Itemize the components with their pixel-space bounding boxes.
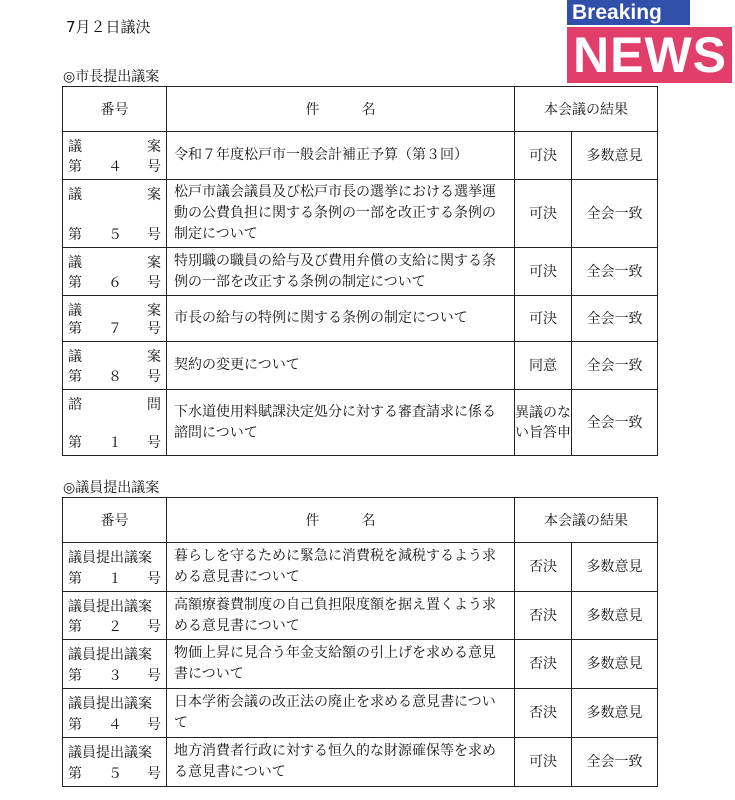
bill-vote: 全会一致 bbox=[572, 248, 658, 296]
bill-result: 可決 bbox=[515, 248, 572, 296]
bill-number bbox=[63, 248, 167, 296]
bill-suffix: 号 bbox=[147, 159, 161, 175]
bill-kind: 議員提出議案 bbox=[68, 745, 152, 761]
table-row bbox=[63, 689, 658, 738]
bill-vote: 多数意見 bbox=[572, 543, 658, 592]
bill-kind-b: 案 bbox=[147, 139, 161, 155]
bill-subject: 物価上昇に見合う年金支給額の引上げを求める意見書について bbox=[167, 640, 515, 689]
bill-number bbox=[63, 180, 167, 248]
bill-kind-a: 議 bbox=[68, 303, 82, 319]
bill-vote: 多数意見 bbox=[572, 592, 658, 640]
bill-result: 同意 bbox=[515, 342, 572, 390]
bill-kind-b: 案 bbox=[147, 303, 161, 319]
bill-prefix: 第 bbox=[68, 321, 82, 337]
bill-prefix: 第 bbox=[68, 619, 82, 635]
bill-suffix: 号 bbox=[147, 321, 161, 337]
bill-kind: 議員提出議案 bbox=[68, 647, 152, 663]
bill-prefix: 第 bbox=[68, 766, 82, 782]
bill-subject: 日本学術会議の改正法の廃止を求める意見書について bbox=[167, 689, 515, 738]
bill-number bbox=[63, 132, 167, 180]
bill-no: １ bbox=[108, 435, 122, 451]
news-label: NEWS bbox=[573, 27, 727, 83]
bill-suffix: 号 bbox=[147, 275, 161, 291]
bill-vote: 多数意見 bbox=[572, 640, 658, 689]
bill-number bbox=[63, 738, 167, 787]
bill-number bbox=[63, 342, 167, 390]
bill-result: 可決 bbox=[515, 738, 572, 787]
table-header-row bbox=[63, 498, 658, 543]
bill-no: ５ bbox=[108, 766, 122, 782]
bill-kind: 議員提出議案 bbox=[68, 599, 152, 615]
bill-suffix: 号 bbox=[147, 619, 161, 635]
bill-subject: 高額療養費制度の自己負担限度額を据え置くよう求める意見書について bbox=[167, 592, 515, 640]
bill-kind: 議員提出議案 bbox=[68, 696, 152, 712]
table-row bbox=[63, 640, 658, 689]
table-row bbox=[63, 180, 658, 248]
bill-prefix: 第 bbox=[68, 159, 82, 175]
bill-number bbox=[63, 592, 167, 640]
header-number: 番号 bbox=[63, 87, 167, 132]
bill-no: ４ bbox=[108, 159, 122, 175]
bill-suffix: 号 bbox=[147, 227, 161, 243]
bill-no: ６ bbox=[108, 275, 122, 291]
bill-kind-a: 議 bbox=[68, 187, 82, 203]
bill-prefix: 第 bbox=[68, 717, 82, 733]
table-header-row bbox=[63, 87, 658, 132]
bill-subject: 暮らしを守るために緊急に消費税を減税するよう求める意見書について bbox=[167, 543, 515, 592]
bill-no: ３ bbox=[108, 668, 122, 684]
bill-suffix: 号 bbox=[147, 766, 161, 782]
bill-number bbox=[63, 543, 167, 592]
breaking-label: Breaking bbox=[567, 0, 690, 25]
bill-subject: 令和７年度松戸市一般会計補正予算（第３回） bbox=[167, 132, 515, 180]
bill-suffix: 号 bbox=[147, 717, 161, 733]
member-bills-title: ◎議員提出議案 bbox=[63, 480, 160, 496]
bill-vote: 全会一致 bbox=[572, 390, 658, 456]
bill-prefix: 第 bbox=[68, 369, 82, 385]
table-row bbox=[63, 390, 658, 456]
bill-result: 否決 bbox=[515, 592, 572, 640]
bill-vote: 全会一致 bbox=[572, 738, 658, 787]
table-row bbox=[63, 248, 658, 296]
bill-result: 可決 bbox=[515, 296, 572, 342]
bill-no: １ bbox=[108, 571, 122, 587]
bill-prefix: 第 bbox=[68, 275, 82, 291]
table-row bbox=[63, 592, 658, 640]
mayor-bills-table bbox=[62, 86, 658, 456]
table-row bbox=[63, 543, 658, 592]
bill-vote: 全会一致 bbox=[572, 296, 658, 342]
bill-subject: 地方消費者行政に対する恒久的な財源確保等を求める意見書について bbox=[167, 738, 515, 787]
member-bills-table bbox=[62, 497, 658, 787]
table-row bbox=[63, 738, 658, 787]
bill-result: 否決 bbox=[515, 689, 572, 738]
bill-kind-a: 諮 bbox=[68, 397, 82, 413]
bill-no: ５ bbox=[108, 227, 122, 243]
bill-no: ８ bbox=[108, 369, 122, 385]
bill-result: 可決 bbox=[515, 180, 572, 248]
bill-vote: 多数意見 bbox=[572, 132, 658, 180]
mayor-bills-title: ◎市長提出議案 bbox=[63, 69, 160, 85]
bill-vote: 全会一致 bbox=[572, 180, 658, 248]
bill-no: ２ bbox=[108, 619, 122, 635]
bill-kind-a: 議 bbox=[68, 139, 82, 155]
bill-suffix: 号 bbox=[147, 571, 161, 587]
table-row bbox=[63, 342, 658, 390]
bill-subject: 市長の給与の特例に関する条例の制定について bbox=[167, 296, 515, 342]
bill-result: 否決 bbox=[515, 640, 572, 689]
header-result: 本会議の結果 bbox=[515, 87, 658, 132]
bill-vote: 全会一致 bbox=[572, 342, 658, 390]
table-row bbox=[63, 296, 658, 342]
bill-vote: 多数意見 bbox=[572, 689, 658, 738]
bill-number bbox=[63, 296, 167, 342]
bill-subject: 特別職の職員の給与及び費用弁償の支給に関する条例の一部を改正する条例の制定について bbox=[167, 248, 515, 296]
bill-kind-b: 案 bbox=[147, 349, 161, 365]
bill-subject: 契約の変更について bbox=[167, 342, 515, 390]
bill-result: 否決 bbox=[515, 543, 572, 592]
bill-number bbox=[63, 640, 167, 689]
bill-prefix: 第 bbox=[68, 435, 82, 451]
bill-prefix: 第 bbox=[68, 227, 82, 243]
bill-kind: 議員提出議案 bbox=[68, 550, 152, 566]
header-subject: 件 名 bbox=[167, 87, 515, 132]
header-number: 番号 bbox=[63, 498, 167, 543]
bill-number bbox=[63, 390, 167, 456]
breaking-news-logo bbox=[567, 0, 732, 84]
bill-number bbox=[63, 689, 167, 738]
bill-subject: 松戸市議会議員及び松戸市長の選挙における選挙運動の公費負担に関する条例の一部を改正する条例の制定について bbox=[167, 180, 515, 248]
bill-kind-b: 案 bbox=[147, 187, 161, 203]
bill-no: ４ bbox=[108, 717, 122, 733]
bill-kind-b: 案 bbox=[147, 255, 161, 271]
header-result: 本会議の結果 bbox=[515, 498, 658, 543]
header-subject: 件 名 bbox=[167, 498, 515, 543]
bill-result: 可決 bbox=[515, 132, 572, 180]
decision-date: 7月２日議決 bbox=[66, 18, 151, 36]
bill-suffix: 号 bbox=[147, 369, 161, 385]
bill-subject: 下水道使用料賦課決定処分に対する審査請求に係る諮問について bbox=[167, 390, 515, 456]
bill-result: 異議のない旨答申 bbox=[515, 390, 572, 456]
bill-prefix: 第 bbox=[68, 571, 82, 587]
table-row bbox=[63, 132, 658, 180]
bill-suffix: 号 bbox=[147, 435, 161, 451]
bill-kind-a: 議 bbox=[68, 349, 82, 365]
bill-no: ７ bbox=[108, 321, 122, 337]
bill-kind-a: 議 bbox=[68, 255, 82, 271]
bill-kind-b: 問 bbox=[147, 397, 161, 413]
bill-suffix: 号 bbox=[147, 668, 161, 684]
news-banner bbox=[567, 27, 732, 83]
bill-prefix: 第 bbox=[68, 668, 82, 684]
